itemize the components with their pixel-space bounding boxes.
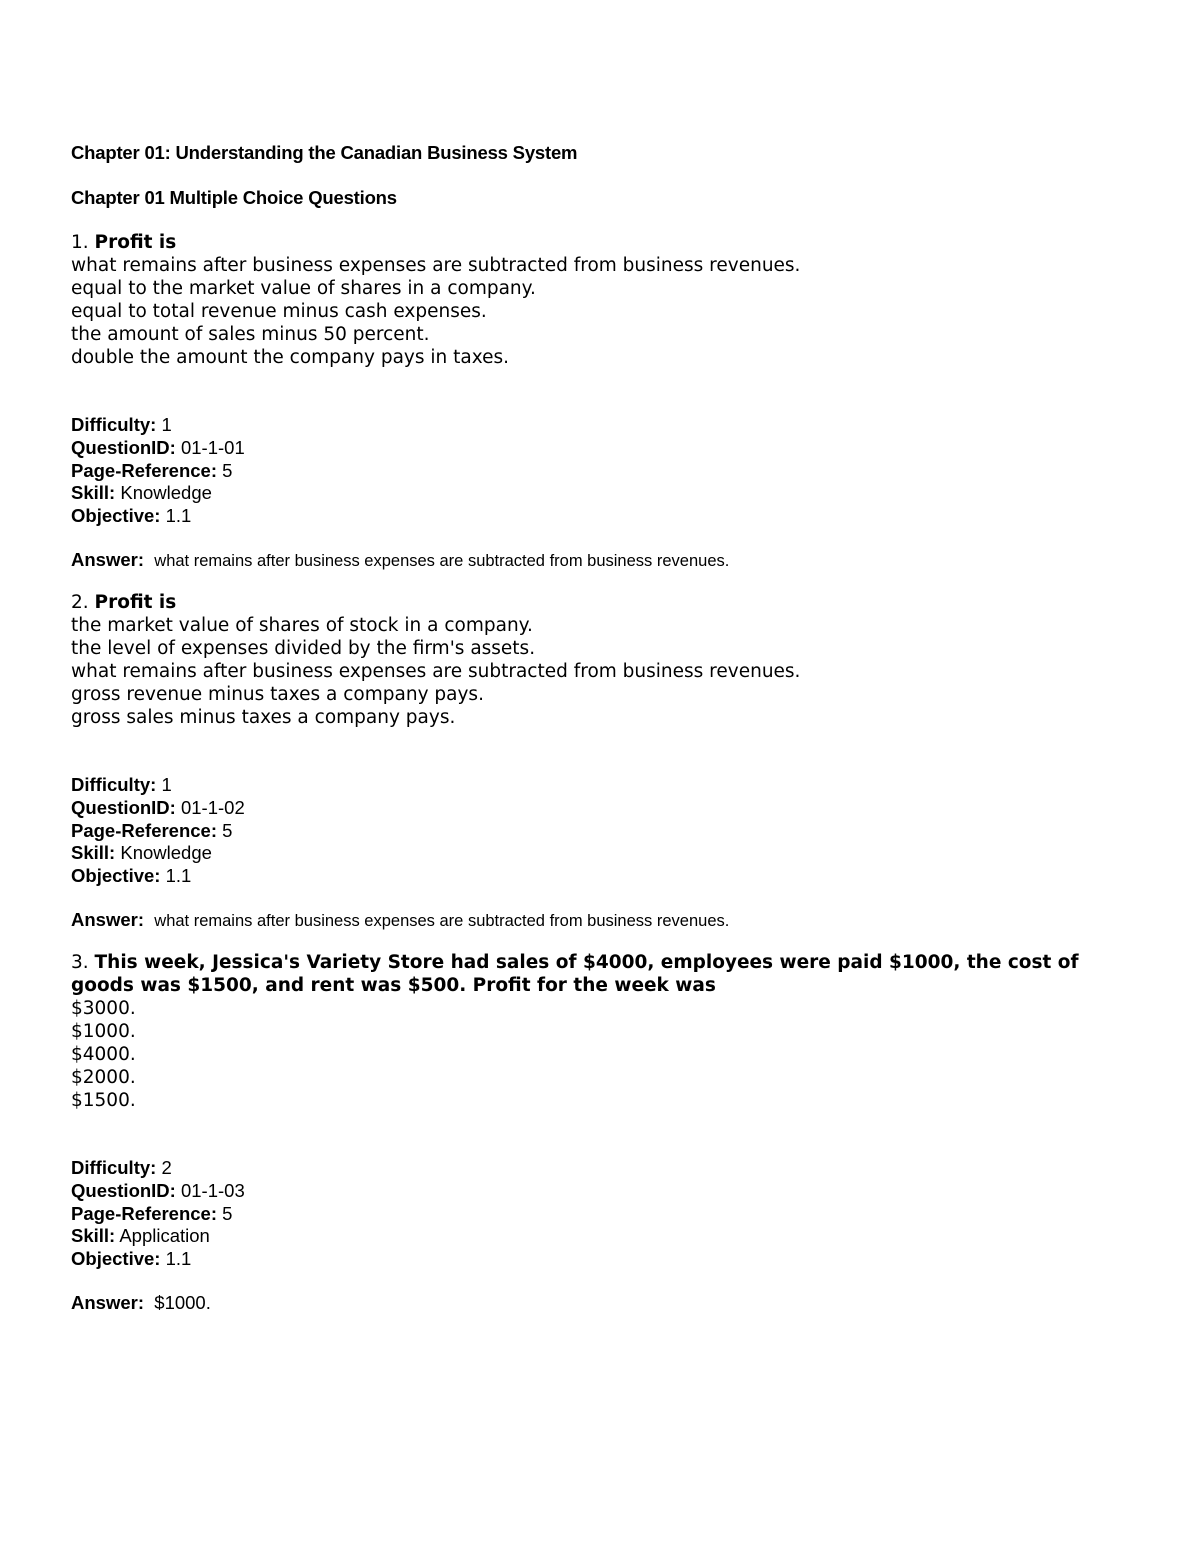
question-id-value: 01-1-03 [180, 1179, 245, 1201]
objective-label: Objective: [71, 1248, 161, 1270]
question-number: 3. [71, 951, 89, 973]
question-id-label: QuestionID: [71, 1179, 176, 1201]
page-reference-value: 5 [222, 459, 233, 481]
question-id-row [71, 797, 1131, 820]
question-text: Profit is [94, 232, 177, 253]
choice-item: equal to total revenue minus cash expenses. [71, 301, 487, 322]
choice-item: $1000. [71, 1020, 136, 1042]
objective-row [71, 865, 1131, 888]
answer-value: what remains after business expenses are subtracted from business revenues. [154, 911, 730, 930]
question-stem [71, 231, 1131, 254]
difficulty-value: 2 [161, 1156, 172, 1178]
document-page [71, 141, 1131, 1315]
question-id-label: QuestionID: [71, 796, 176, 818]
choice-list [71, 254, 1131, 369]
skill-row [71, 842, 1131, 865]
question-id-value: 01-1-01 [180, 436, 245, 458]
answer-label: Answer: [71, 548, 144, 570]
objective-row [71, 505, 1131, 528]
difficulty-label: Difficulty: [71, 414, 157, 435]
question-metadata [71, 1157, 1131, 1271]
page-reference-label: Page-Reference: [71, 819, 218, 841]
objective-value: 1.1 [165, 1248, 192, 1270]
question-stem [71, 951, 1131, 997]
choice-item: what remains after business expenses are subtracted from business revenues. [71, 660, 801, 682]
objective-row [71, 1248, 1131, 1271]
question-1 [71, 231, 1131, 573]
page-reference-row [71, 820, 1131, 843]
skill-label: Skill: [71, 842, 116, 864]
answer-label: Answer: [71, 1291, 144, 1313]
objective-value: 1.1 [165, 505, 192, 527]
page-reference-value: 5 [222, 819, 233, 841]
objective-label: Objective: [71, 505, 161, 527]
skill-row [71, 482, 1131, 505]
choice-item: equal to the market value of shares in a company. [71, 278, 536, 299]
answer-row [71, 1291, 1131, 1315]
skill-label: Skill: [71, 1225, 116, 1247]
question-id-row [71, 1180, 1131, 1203]
page-reference-label: Page-Reference: [71, 459, 218, 481]
chapter-title: Chapter 01: Understanding the Canadian Business System [71, 142, 578, 163]
question-metadata [71, 414, 1131, 528]
difficulty-label: Difficulty: [71, 773, 157, 795]
skill-value: Knowledge [120, 482, 212, 504]
choice-item: $3000. [71, 997, 136, 1019]
question-text: Profit is [94, 591, 177, 613]
choice-list [71, 614, 1131, 729]
answer-label: Answer: [71, 908, 144, 930]
page-reference-row [71, 1203, 1131, 1226]
choice-item: the level of expenses divided by the firm's assets. [71, 637, 536, 659]
page-reference-label: Page-Reference: [71, 1202, 218, 1224]
difficulty-value: 1 [161, 773, 172, 795]
objective-value: 1.1 [165, 865, 192, 887]
question-id-row [71, 437, 1131, 460]
choice-item: double the amount the company pays in taxes. [71, 347, 509, 368]
question-id-value: 01-1-02 [180, 796, 245, 818]
page-reference-row [71, 460, 1131, 483]
choice-item: $4000. [71, 1043, 136, 1065]
question-number: 2. [71, 591, 89, 613]
skill-label: Skill: [71, 482, 116, 504]
skill-row [71, 1225, 1131, 1248]
difficulty-label: Difficulty: [71, 1156, 157, 1178]
difficulty-row [71, 1157, 1131, 1180]
section-title: Chapter 01 Multiple Choice Questions [71, 187, 397, 208]
answer-value: $1000. [154, 1291, 211, 1313]
choice-item: the amount of sales minus 50 percent. [71, 324, 430, 345]
question-text: This week, Jessica's Variety Store had sales of $4000, employees were paid $1000, the cost of goods was $1500, and rent was $500. Profit for the week was [71, 951, 1079, 996]
question-3 [71, 951, 1131, 1315]
question-metadata [71, 774, 1131, 888]
choice-item: $2000. [71, 1066, 136, 1088]
answer-value: what remains after business expenses are subtracted from business revenues. [154, 551, 730, 570]
answer-row [71, 908, 1131, 933]
difficulty-value: 1 [161, 414, 172, 435]
answer-row [71, 548, 1131, 573]
choice-item: $1500. [71, 1089, 136, 1111]
objective-label: Objective: [71, 865, 161, 887]
difficulty-row [71, 414, 1131, 437]
question-2 [71, 591, 1131, 933]
choice-list [71, 997, 1131, 1112]
question-number: 1. [71, 232, 89, 253]
skill-value: Knowledge [120, 842, 212, 864]
choice-item: gross sales minus taxes a company pays. [71, 706, 456, 728]
skill-value: Application [119, 1225, 210, 1247]
question-stem [71, 591, 1131, 614]
page-reference-value: 5 [222, 1202, 233, 1224]
choice-item: what remains after business expenses are subtracted from business revenues. [71, 255, 801, 276]
choice-item: the market value of shares of stock in a company. [71, 614, 533, 636]
question-id-label: QuestionID: [71, 436, 176, 458]
difficulty-row [71, 774, 1131, 797]
choice-item: gross revenue minus taxes a company pays. [71, 683, 484, 705]
